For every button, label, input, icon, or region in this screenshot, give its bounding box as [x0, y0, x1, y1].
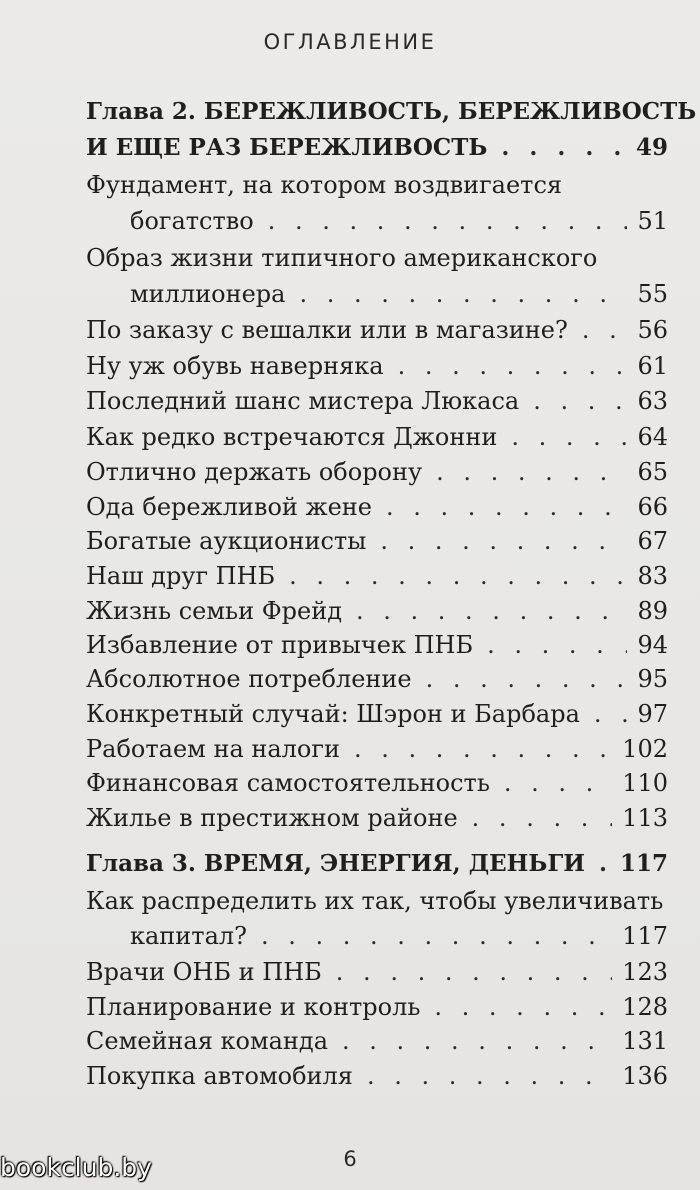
- dot-leader: [268, 206, 628, 236]
- toc-entry-title: Покупка автомобиля: [86, 1062, 353, 1090]
- toc-page-number: 66: [637, 493, 668, 521]
- toc-page-number: 113: [622, 804, 668, 832]
- dot-leader: [356, 596, 627, 626]
- toc-entry-title: Богатые аукционисты: [86, 527, 367, 555]
- toc-entry: [86, 351, 668, 381]
- toc-entry: [130, 206, 668, 236]
- dot-leader: [299, 279, 627, 309]
- toc-page-number: 67: [637, 527, 668, 555]
- dot-leader: [261, 921, 612, 951]
- dot-leader: [342, 1026, 612, 1056]
- toc-entry: [86, 768, 668, 798]
- toc-chapter-heading: [86, 97, 697, 127]
- watermark: bookclub.by: [0, 1153, 152, 1182]
- toc-page-number: 94: [637, 631, 668, 659]
- toc-page-number: 136: [622, 1062, 668, 1090]
- toc-entry: [86, 386, 668, 416]
- toc-page-number: 49: [635, 134, 668, 161]
- toc-entry: [86, 734, 668, 764]
- toc-entry-title: Избавление от привычек ПНБ: [86, 631, 474, 659]
- toc-entry-title: Жизнь семьи Фрейд: [86, 597, 343, 625]
- dot-leader: [354, 734, 612, 764]
- toc-entry-title: Абсолютное потребление: [86, 665, 412, 693]
- dot-leader: [386, 492, 627, 522]
- toc-entry: [130, 279, 668, 309]
- toc-page-number: 131: [622, 1027, 668, 1055]
- toc-page-number: 56: [637, 316, 668, 344]
- toc-page-number: 55: [637, 280, 668, 308]
- dot-leader: [487, 630, 627, 660]
- toc-entry: [86, 664, 668, 694]
- dot-leader: [289, 561, 627, 591]
- toc-entry: [86, 699, 668, 729]
- toc-page-number: 117: [619, 850, 668, 877]
- toc-page-number: 102: [622, 735, 668, 763]
- toc-entry: [86, 170, 668, 200]
- toc-page-number: 63: [637, 387, 668, 415]
- toc-entry-title: Жилье в престижном районе: [86, 804, 458, 832]
- dot-leader: [426, 664, 628, 694]
- toc-entry-title: Конкретный случай: Шэрон и Барбара: [86, 700, 580, 728]
- toc-entry-title: Ну уж обувь наверняка: [86, 352, 384, 380]
- toc-chapter-heading: [86, 133, 668, 163]
- toc-entry: [86, 457, 668, 487]
- toc-entry: [86, 630, 668, 660]
- toc-entry-title: Семейная команда: [86, 1027, 329, 1055]
- dot-leader: [434, 992, 612, 1022]
- toc-page-number: 128: [622, 993, 668, 1021]
- toc-entry-title: богатство: [130, 207, 254, 235]
- toc-entry-title: Глава 2. БЕРЕЖЛИВОСТЬ, БЕРЕЖЛИВОСТЬ: [86, 98, 697, 125]
- toc-page-number: 123: [622, 958, 668, 986]
- page-number: 6: [343, 1147, 357, 1171]
- toc-entry-title: Отлично держать оборону: [86, 458, 423, 486]
- toc-entry-title: Как редко встречаются Джонни: [86, 423, 498, 451]
- page-title: ОГЛАВЛЕНИЕ: [263, 30, 437, 54]
- toc-page-number: 89: [637, 597, 668, 625]
- dot-leader: [436, 457, 627, 487]
- toc-page-number: 95: [637, 665, 668, 693]
- dot-leader: [501, 133, 626, 163]
- toc-entry: [86, 315, 668, 345]
- dot-leader: [380, 526, 627, 556]
- toc-page-number: 51: [637, 207, 668, 235]
- toc-entry-title: Последний шанс мистера Люкаса: [86, 387, 520, 415]
- dot-leader: [472, 803, 613, 833]
- dot-leader: [511, 422, 627, 452]
- toc-entry: [86, 526, 668, 556]
- toc-entry-title: Работаем на налоги: [86, 735, 340, 763]
- toc-entry: [86, 957, 668, 987]
- toc-entry: [86, 992, 668, 1022]
- toc-page-number: 61: [637, 352, 668, 380]
- toc-page-number: 117: [622, 922, 668, 950]
- toc-entry: [86, 886, 668, 916]
- toc-entry: [86, 596, 668, 626]
- toc-page-number: 97: [637, 700, 668, 728]
- toc-entry: [86, 1026, 668, 1056]
- dot-leader: [599, 849, 610, 879]
- toc-entry: [86, 803, 668, 833]
- dot-leader: [504, 768, 612, 798]
- dot-leader: [594, 699, 628, 729]
- toc-entry-title: И ЕЩЕ РАЗ БЕРЕЖЛИВОСТЬ: [86, 134, 488, 161]
- dot-leader: [367, 1061, 612, 1091]
- toc-page-number: 65: [637, 458, 668, 486]
- toc-entry-title: Как распределить их так, чтобы увеличивать: [86, 887, 664, 915]
- toc-entry-title: Врачи ОНБ и ПНБ: [86, 958, 322, 986]
- dot-leader: [582, 315, 628, 345]
- toc-entry-title: миллионера: [130, 280, 286, 308]
- dot-leader: [336, 957, 612, 987]
- toc-page-number: 64: [637, 423, 668, 451]
- toc-entry-title: Финансовая самостоятельность: [86, 769, 490, 797]
- toc-chapter-heading: [86, 849, 668, 879]
- toc-entry: [130, 921, 668, 951]
- toc-entry: [86, 243, 668, 273]
- dot-leader: [533, 386, 627, 416]
- toc-entry-title: Глава 3. ВРЕМЯ, ЭНЕРГИЯ, ДЕНЬГИ: [86, 850, 585, 877]
- toc-entry-title: капитал?: [130, 922, 247, 950]
- toc-entry: [86, 422, 668, 452]
- toc-entry-title: Ода бережливой жене: [86, 493, 372, 521]
- toc-entry-title: Фундамент, на котором воздвигается: [86, 171, 563, 199]
- toc-page-number: 110: [622, 769, 668, 797]
- toc-entry: [86, 1061, 668, 1091]
- toc-entry: [86, 561, 668, 591]
- toc-page-number: 83: [637, 562, 668, 590]
- toc-entry-title: Наш друг ПНБ: [86, 562, 276, 590]
- toc-entry: [86, 492, 668, 522]
- toc-entry-title: Образ жизни типичного американского: [86, 244, 598, 272]
- toc-entry-title: По заказу с вешалки или в магазине?: [86, 316, 568, 344]
- dot-leader: [398, 351, 628, 381]
- toc-entry-title: Планирование и контроль: [86, 993, 421, 1021]
